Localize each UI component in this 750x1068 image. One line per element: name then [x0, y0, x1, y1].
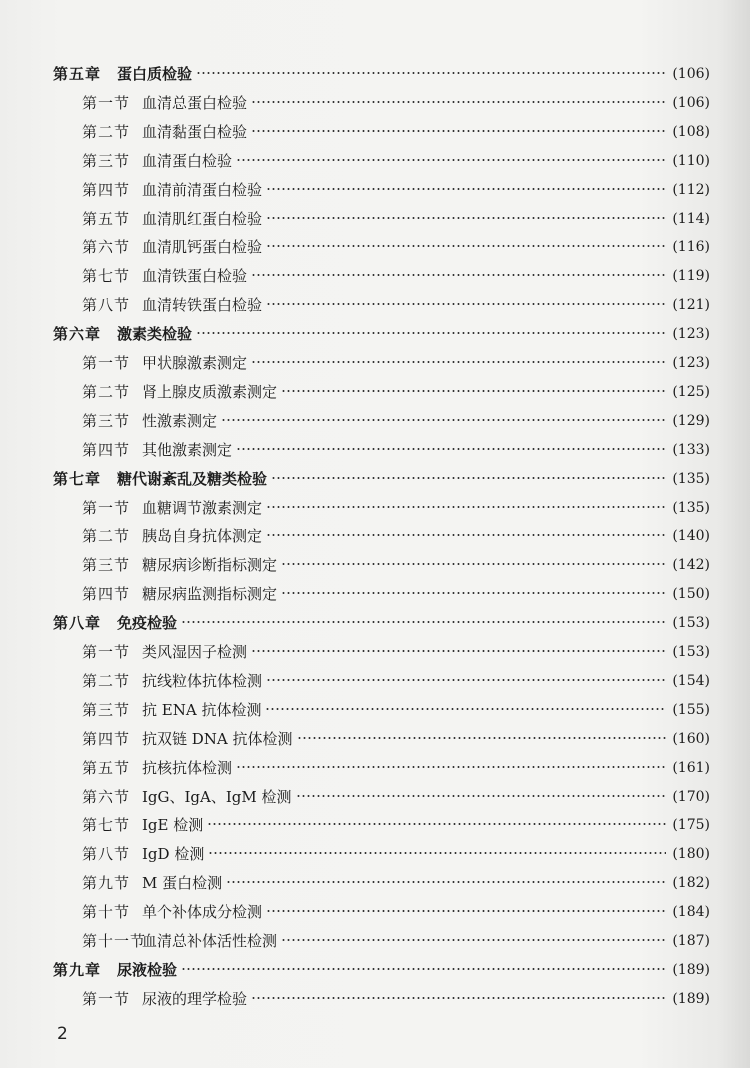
entry-label	[82, 669, 262, 693]
entry-number: 第五章	[53, 65, 102, 83]
entry-label	[82, 178, 262, 202]
dot-leader	[281, 390, 666, 392]
entry-title: 糖代谢紊乱及糖类检验	[117, 469, 268, 488]
entry-page-number: (135)	[672, 470, 710, 487]
entry-page-number: (112)	[672, 181, 710, 198]
dot-leader	[251, 274, 666, 276]
entry-title: 血清前清蛋白检验	[142, 180, 263, 199]
entry-page-number: (119)	[672, 268, 710, 285]
entry-title: 单个补体成分检测	[142, 903, 263, 922]
toc-chapter-entry	[0, 467, 750, 491]
entry-number: 第一节	[82, 354, 131, 372]
entry-page-number: (140)	[672, 528, 710, 545]
toc-section-entry	[0, 900, 750, 924]
dot-leader	[251, 101, 666, 103]
entry-page-number: (189)	[672, 961, 710, 978]
entry-page-number: (123)	[672, 355, 710, 371]
entry-title: 血清黏蛋白检验	[142, 122, 248, 141]
entry-number: 第五节	[82, 209, 131, 228]
entry-title: 血糖调节激素测定	[142, 498, 263, 517]
dot-leader	[236, 766, 666, 768]
toc-section-entry	[0, 496, 750, 520]
entry-label	[82, 900, 262, 924]
entry-page-number: (182)	[672, 875, 710, 892]
entry-page-number: (175)	[672, 817, 710, 834]
entry-page-number: (150)	[672, 586, 710, 603]
dot-leader	[181, 968, 666, 970]
entry-page-number: (135)	[672, 499, 710, 516]
entry-label	[82, 380, 277, 404]
entry-label	[82, 264, 247, 288]
entry-number: 第十一节	[82, 932, 147, 950]
toc-section-entry	[0, 785, 750, 809]
entry-title: 血清肌钙蛋白检验	[142, 238, 263, 257]
dot-leader	[251, 130, 666, 132]
entry-title: 血清肌红蛋白检验	[142, 209, 263, 228]
entry-title: 血清转铁蛋白检验	[142, 296, 263, 315]
entry-number: 第三节	[82, 151, 131, 170]
entry-title: 血清蛋白检验	[142, 151, 233, 170]
entry-title: 免疫检验	[117, 614, 178, 633]
entry-number: 第二节	[82, 122, 131, 141]
entry-number: 第一节	[82, 498, 131, 517]
entry-page-number: (116)	[672, 239, 710, 256]
entry-number: 第七节	[82, 267, 131, 286]
dot-leader	[281, 592, 666, 594]
dot-leader	[266, 188, 666, 190]
entry-label	[82, 524, 262, 548]
entry-title: 其他激素测定	[142, 440, 233, 459]
entry-label	[82, 871, 222, 895]
entry-page-number: (108)	[672, 123, 710, 140]
entry-title: IgG、IgA、IgM 检测	[142, 787, 292, 806]
toc-section-entry	[0, 120, 750, 144]
entry-number: 第七节	[82, 816, 131, 835]
entry-number: 第四节	[82, 180, 131, 199]
entry-number: 第六节	[82, 787, 131, 806]
toc-section-entry	[0, 756, 750, 780]
entry-label	[82, 149, 232, 173]
dot-leader	[266, 303, 666, 305]
entry-page-number: (187)	[672, 933, 710, 949]
dot-leader	[281, 939, 666, 941]
dot-leader	[271, 477, 666, 479]
dot-leader	[251, 650, 666, 652]
entry-page-number: (106)	[672, 66, 710, 82]
entry-label	[82, 640, 247, 664]
entry-page-number: (160)	[672, 730, 710, 747]
entry-page-number: (125)	[672, 383, 710, 400]
entry-page-number: (142)	[672, 557, 710, 574]
entry-label	[82, 813, 203, 837]
toc-section-entry	[0, 178, 750, 202]
toc-chapter-entry	[0, 611, 750, 635]
entry-label	[53, 958, 177, 982]
entry-page-number: (129)	[672, 412, 710, 429]
dot-leader	[266, 245, 666, 247]
entry-label	[82, 120, 247, 144]
entry-page-number: (161)	[672, 759, 710, 776]
toc-chapter-entry	[0, 62, 750, 86]
entry-label	[82, 582, 277, 606]
entry-label	[82, 929, 277, 953]
toc-chapter-entry	[0, 958, 750, 982]
toc-section-entry	[0, 380, 750, 404]
entry-page-number: (123)	[672, 326, 710, 343]
entry-title: 蛋白质检验	[117, 65, 193, 83]
dot-leader	[221, 419, 666, 421]
entry-page-number: (180)	[672, 846, 710, 863]
entry-title: 肾上腺皮质激素测定	[142, 382, 278, 401]
entry-label	[82, 207, 262, 231]
entry-page-number: (153)	[672, 615, 710, 632]
dot-leader	[266, 679, 666, 681]
entry-page-number: (154)	[672, 672, 710, 689]
toc-section-entry	[0, 553, 750, 577]
dot-leader	[251, 997, 666, 999]
entry-page-number: (184)	[672, 904, 710, 921]
dot-leader	[266, 534, 666, 536]
dot-leader	[266, 217, 666, 219]
dot-leader	[251, 361, 666, 363]
entry-number: 第一节	[82, 989, 131, 1008]
toc-section-entry	[0, 727, 750, 751]
entry-number: 第八节	[82, 845, 131, 864]
entry-label	[82, 409, 217, 433]
entry-title: 抗线粒体抗体检测	[142, 671, 263, 690]
entry-label	[82, 235, 262, 259]
dot-leader	[207, 823, 666, 825]
toc-section-entry	[0, 91, 750, 115]
page-number: 2	[57, 1024, 68, 1044]
toc-section-entry	[0, 438, 750, 462]
entry-label	[82, 727, 293, 751]
dot-leader	[196, 332, 666, 334]
entry-label	[53, 467, 267, 491]
entry-title: 抗双链 DNA 抗体检测	[142, 729, 293, 748]
entry-title: 血清总蛋白检验	[142, 93, 248, 112]
toc-section-entry	[0, 351, 750, 375]
toc-section-entry	[0, 842, 750, 866]
entry-number: 第三节	[82, 556, 131, 575]
entry-label	[82, 987, 247, 1011]
dot-leader	[297, 737, 666, 739]
entry-title: 胰岛自身抗体测定	[142, 527, 263, 546]
entry-number: 第二节	[82, 527, 131, 546]
entry-title: IgE 检测	[142, 816, 204, 835]
entry-number: 第二节	[82, 382, 131, 401]
entry-number: 第三节	[82, 411, 131, 430]
dot-leader	[208, 852, 666, 854]
entry-label	[82, 698, 261, 722]
entry-number: 第二节	[82, 671, 131, 690]
entry-label	[82, 496, 262, 520]
toc-section-entry	[0, 640, 750, 664]
entry-title: 糖尿病诊断指标测定	[142, 556, 278, 575]
entry-number: 第四节	[82, 585, 131, 604]
toc-section-entry	[0, 207, 750, 231]
entry-number: 第九章	[53, 960, 102, 979]
entry-label	[82, 842, 204, 866]
entry-number: 第八章	[53, 614, 102, 633]
toc-section-entry	[0, 235, 750, 259]
entry-title: 类风湿因子检测	[142, 643, 248, 661]
entry-page-number: (170)	[672, 788, 710, 805]
toc-section-entry	[0, 871, 750, 895]
entry-title: 血清总补体活性检测	[142, 932, 278, 950]
dot-leader	[196, 72, 666, 74]
entry-number: 第七章	[53, 469, 102, 488]
entry-label	[82, 438, 232, 462]
entry-page-number: (110)	[672, 152, 710, 169]
entry-title: 激素类检验	[117, 325, 193, 344]
dot-leader	[266, 506, 666, 508]
dot-leader	[281, 563, 666, 565]
entry-page-number: (189)	[672, 990, 710, 1007]
dot-leader	[236, 448, 666, 450]
entry-label	[82, 756, 232, 780]
entry-page-number: (153)	[672, 644, 710, 660]
entry-label	[82, 91, 247, 115]
entry-title: 尿液检验	[117, 960, 178, 979]
entry-label	[53, 611, 177, 635]
entry-number: 第四节	[82, 729, 131, 748]
entry-label	[82, 553, 277, 577]
toc-section-entry	[0, 264, 750, 288]
entry-page-number: (133)	[672, 441, 710, 458]
toc-section-entry	[0, 582, 750, 606]
toc-section-entry	[0, 293, 750, 317]
dot-leader	[265, 708, 666, 710]
toc-section-entry	[0, 698, 750, 722]
entry-label	[53, 322, 192, 346]
toc-section-entry	[0, 524, 750, 548]
dot-leader	[181, 621, 666, 623]
toc-section-entry	[0, 929, 750, 953]
toc-section-entry	[0, 987, 750, 1011]
entry-number: 第五节	[82, 758, 131, 777]
entry-title: 性激素测定	[142, 411, 218, 430]
entry-number: 第六章	[53, 325, 102, 344]
toc-section-entry	[0, 813, 750, 837]
entry-title: 尿液的理学检验	[142, 989, 248, 1008]
entry-page-number: (155)	[672, 701, 710, 718]
entry-label	[82, 293, 262, 317]
entry-number: 第三节	[82, 700, 131, 719]
entry-label	[82, 351, 247, 375]
entry-title: 抗 ENA 抗体检测	[142, 700, 262, 719]
entry-number: 第八节	[82, 296, 131, 315]
entry-page-number: (121)	[672, 297, 710, 314]
dot-leader	[236, 159, 666, 161]
entry-title: 糖尿病监测指标测定	[142, 585, 278, 604]
toc-section-entry	[0, 149, 750, 173]
entry-page-number: (114)	[672, 210, 710, 227]
dot-leader	[226, 881, 666, 883]
entry-title: 血清铁蛋白检验	[142, 267, 248, 286]
entry-title: M 蛋白检测	[142, 874, 223, 893]
entry-number: 第四节	[82, 440, 131, 459]
dot-leader	[266, 910, 666, 912]
entry-title: 甲状腺激素测定	[142, 354, 248, 372]
toc-section-entry	[0, 409, 750, 433]
dot-leader	[296, 795, 666, 797]
entry-number: 第六节	[82, 238, 131, 257]
entry-label	[82, 785, 292, 809]
entry-title: 抗核抗体检测	[142, 758, 233, 777]
entry-number: 第一节	[82, 93, 131, 112]
entry-title: IgD 检测	[142, 845, 205, 864]
entry-number: 第十节	[82, 903, 131, 922]
entry-page-number: (106)	[672, 94, 710, 111]
toc-chapter-entry	[0, 322, 750, 346]
entry-number: 第一节	[82, 643, 131, 661]
toc-section-entry	[0, 669, 750, 693]
entry-number: 第九节	[82, 874, 131, 893]
entry-label	[53, 62, 192, 86]
